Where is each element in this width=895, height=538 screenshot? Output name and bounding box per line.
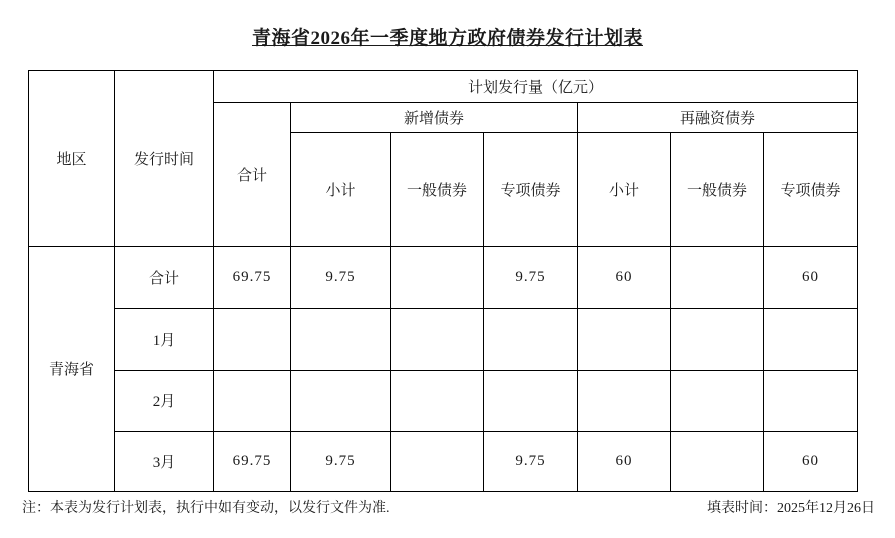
data-cell [671, 431, 764, 491]
data-cell [391, 431, 484, 491]
header-new-special: 专项债券 [484, 132, 578, 246]
data-cell [484, 308, 578, 370]
data-cell [391, 246, 484, 308]
header-new-subtotal: 小计 [291, 132, 391, 246]
data-cell: 9.75 [291, 246, 391, 308]
table-row-feb [29, 370, 858, 431]
data-cell [764, 308, 858, 370]
header-region: 地区 [29, 70, 115, 246]
row-label: 1月 [115, 308, 214, 370]
header-new-bonds: 新增债券 [291, 102, 578, 132]
data-cell [391, 308, 484, 370]
data-cell: 60 [764, 246, 858, 308]
data-cell [291, 370, 391, 431]
data-cell: 69.75 [214, 431, 291, 491]
data-cell: 60 [578, 431, 671, 491]
data-cell [671, 246, 764, 308]
header-issue-time: 发行时间 [115, 70, 214, 246]
row-label: 3月 [115, 431, 214, 491]
data-cell [764, 370, 858, 431]
row-label: 合计 [115, 246, 214, 308]
data-cell: 60 [578, 246, 671, 308]
data-cell: 60 [764, 431, 858, 491]
page-title: 青海省2026年一季度地方政府债券发行计划表 [251, 28, 643, 49]
data-cell [214, 370, 291, 431]
data-cell [391, 370, 484, 431]
header-row-1 [29, 70, 858, 102]
footer-note: 注：本表为发行计划表，执行中如有变动，以发行文件为准. [22, 500, 390, 516]
data-cell [214, 308, 291, 370]
footer-date: 填表时间：2025年12月26日 [707, 500, 875, 516]
data-cell [578, 308, 671, 370]
header-planned-volume: 计划发行量（亿元） [214, 70, 858, 102]
row-label: 2月 [115, 370, 214, 431]
data-cell: 9.75 [291, 431, 391, 491]
data-cell [671, 370, 764, 431]
data-cell [578, 370, 671, 431]
header-refinancing-bonds: 再融资债券 [578, 102, 858, 132]
header-refi-subtotal: 小计 [578, 132, 671, 246]
data-cell [291, 308, 391, 370]
data-cell: 9.75 [484, 246, 578, 308]
data-cell [484, 370, 578, 431]
table-footer [22, 500, 875, 518]
bond-plan-table [28, 70, 858, 492]
header-new-general: 一般债券 [391, 132, 484, 246]
region-cell: 青海省 [29, 246, 115, 491]
data-cell [671, 308, 764, 370]
header-total: 合计 [214, 102, 291, 246]
table-row-mar [29, 431, 858, 491]
data-cell: 9.75 [484, 431, 578, 491]
header-refi-general: 一般债券 [671, 132, 764, 246]
table-row-jan [29, 308, 858, 370]
data-cell: 69.75 [214, 246, 291, 308]
header-refi-special: 专项债券 [764, 132, 858, 246]
table-row-total [29, 246, 858, 308]
